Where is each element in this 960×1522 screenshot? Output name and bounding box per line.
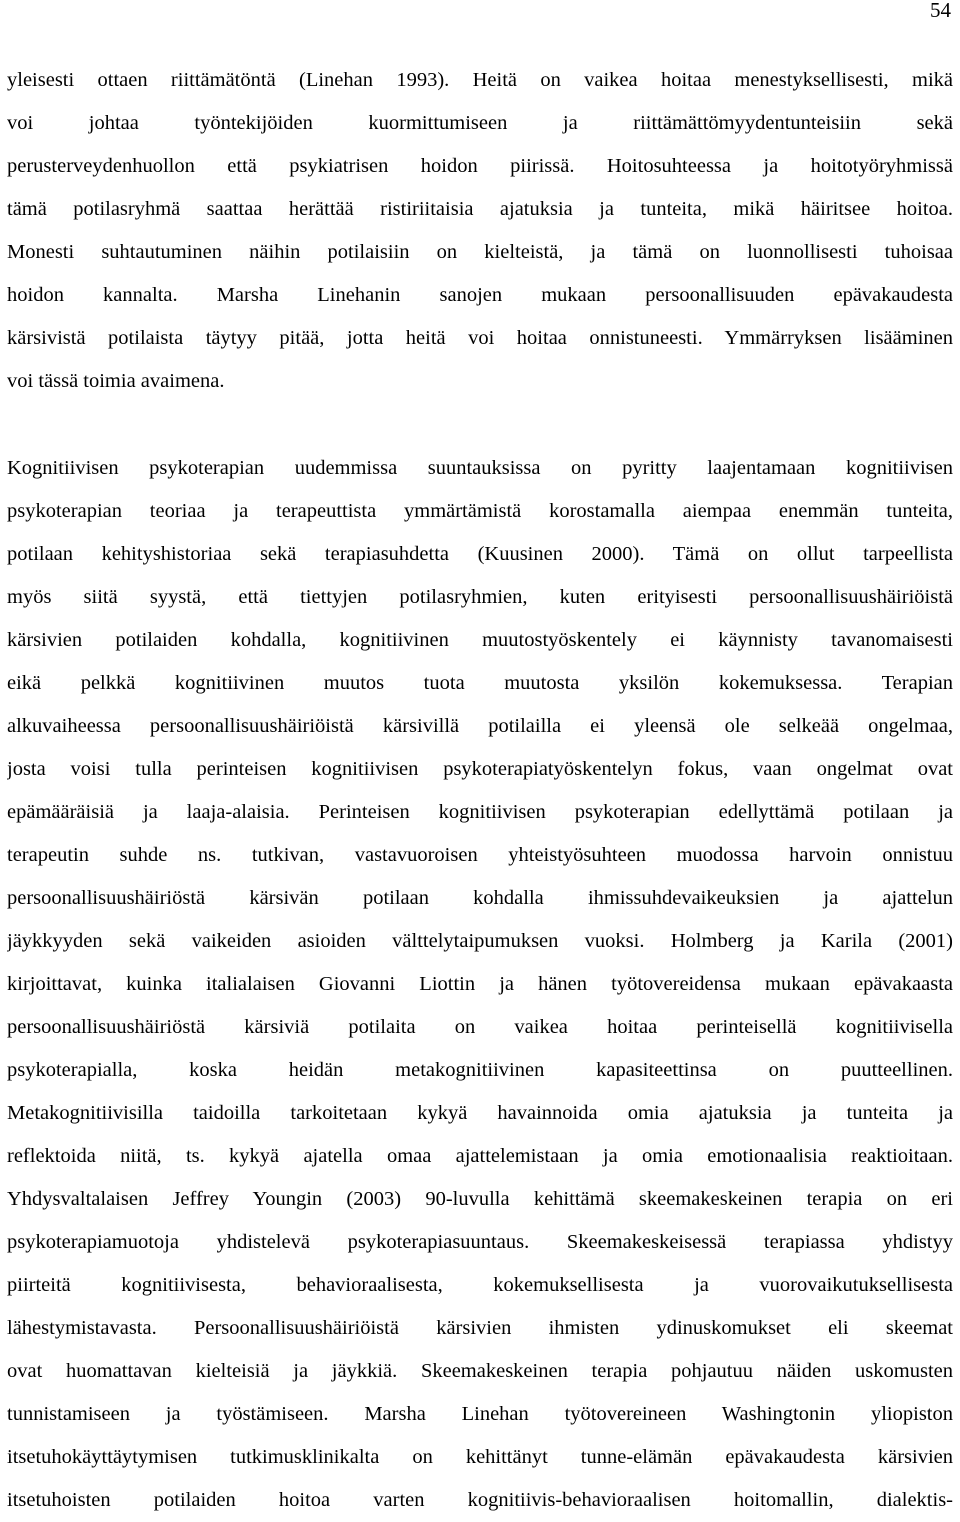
text-line: psykoterapialla, koska heidän metakognitiivinen kapasiteettinsa on puutteellinen.	[7, 1059, 953, 1081]
text-line: yleisesti ottaen riittämätöntä (Linehan 1993). Heitä on vaikea hoitaa menestyksellisesti, mikä	[7, 69, 953, 91]
text-line: piirteitä kognitiivisesta, behavioraalisesta, kokemuksellisesta ja vuorovaikutuksellisesta	[7, 1274, 953, 1296]
text-line: potilaan kehityshistoriaa sekä terapiasuhdetta (Kuusinen 2000). Tämä on ollut tarpeellista	[7, 543, 953, 565]
text-line: itsetuhokäyttäytymisen tutkimusklinikalta on kehittänyt tunne-elämän epävakaudesta kärsivien	[7, 1446, 953, 1468]
text-line: Yhdysvaltalaisen Jeffrey Youngin (2003) 90-luvulla kehittämä skeemakeskeinen terapia on eri	[7, 1188, 953, 1210]
text-line: kirjoittavat, kuinka italialaisen Giovanni Liottin ja hänen työtovereidensa mukaan epävakaasta	[7, 973, 953, 995]
text-line: Kognitiivisen psykoterapian uudemmissa suuntauksissa on pyritty laajentamaan kognitiivisen	[7, 457, 953, 479]
text-line: lähestymistavasta. Persoonallisuushäiriöistä kärsivien ihmisten ydinuskomukset eli skeemat	[7, 1317, 953, 1339]
text-line: tämä potilasryhmä saattaa herättää ristiriitaisia ajatuksia ja tunteita, mikä häiritsee hoitoa.	[7, 198, 953, 220]
text-line: eikä pelkkä kognitiivinen muutos tuota muutosta yksilön kokemuksessa. Terapian	[7, 672, 953, 694]
text-line: tunnistamiseen ja työstämiseen. Marsha Linehan työtovereineen Washingtonin yliopiston	[7, 1403, 953, 1425]
text-line: perusterveydenhuollon että psykiatrisen hoidon piirissä. Hoitosuhteessa ja hoitotyöryhmissä	[7, 155, 953, 177]
text-line: psykoterapiamuotoja yhdistelevä psykoterapiasuuntaus. Skeemakeskeisessä terapiassa yhdistyy	[7, 1231, 953, 1253]
text-line: Metakognitiivisilla taidoilla tarkoitetaan kykyä havainnoida omia ajatuksia ja tunteita ja	[7, 1102, 953, 1124]
text-line: kärsivien potilaiden kohdalla, kognitiivinen muutostyöskentely ei käynnisty tavanomaisesti	[7, 629, 953, 651]
text-line: Monesti suhtautuminen näihin potilaisiin on kielteistä, ja tämä on luonnollisesti tuhoisaa	[7, 241, 953, 263]
text-line: persoonallisuushäiriöstä kärsiviä potilaita on vaikea hoitaa perinteisellä kognitiivisella	[7, 1016, 953, 1038]
paragraph	[7, 447, 953, 1522]
text-line: kärsivistä potilaista täytyy pitää, jotta heitä voi hoitaa onnistuneesti. Ymmärryksen lisääminen	[7, 327, 953, 349]
text-line: myös siitä syystä, että tiettyjen potilasryhmien, kuten erityisesti persoonallisuushäiriöistä	[7, 586, 953, 608]
text-line: epämääräisiä ja laaja-alaisia. Perinteisen kognitiivisen psykoterapian edellyttämä potilaan ja	[7, 801, 953, 823]
text-line: jäykkyyden sekä vaikeiden asioiden välttelytaipumuksen vuoksi. Holmberg ja Karila (2001)	[7, 930, 953, 952]
text-line: persoonallisuushäiriöstä kärsivän potilaan kohdalla ihmissuhdevaikeuksien ja ajattelun	[7, 887, 953, 909]
page-number: 54	[930, 0, 951, 22]
text-line: voi tässä toimia avaimena.	[7, 370, 225, 392]
text-line: reflektoida niitä, ts. kykyä ajatella omaa ajattelemistaan ja omia emotionaalisia reaktioitaan.	[7, 1145, 953, 1167]
paragraph	[7, 59, 953, 403]
text-line: psykoterapian teoriaa ja terapeuttista ymmärtämistä korostamalla aiempaa enemmän tunteita,	[7, 500, 953, 522]
text-line: hoidon kannalta. Marsha Linehanin sanojen mukaan persoonallisuuden epävakaudesta	[7, 284, 953, 306]
text-line: itsetuhoisten potilaiden hoitoa varten kognitiivis-behavioraalisen hoitomallin, dialektis-	[7, 1489, 953, 1511]
text-line: terapeutin suhde ns. tutkivan, vastavuoroisen yhteistyösuhteen muodossa harvoin onnistuu	[7, 844, 953, 866]
text-line: alkuvaiheessa persoonallisuushäiriöistä kärsivillä potilailla ei yleensä ole selkeää ongelmaa,	[7, 715, 953, 737]
text-line: voi johtaa työntekijöiden kuormittumiseen ja riittämättömyydentunteisiin sekä	[7, 112, 953, 134]
text-line: ovat huomattavan kielteisiä ja jäykkiä. Skeemakeskeinen terapia pohjautuu näiden uskomusten	[7, 1360, 953, 1382]
text-line: josta voisi tulla perinteisen kognitiivisen psykoterapiatyöskentelyn fokus, vaan ongelmat ovat	[7, 758, 953, 780]
